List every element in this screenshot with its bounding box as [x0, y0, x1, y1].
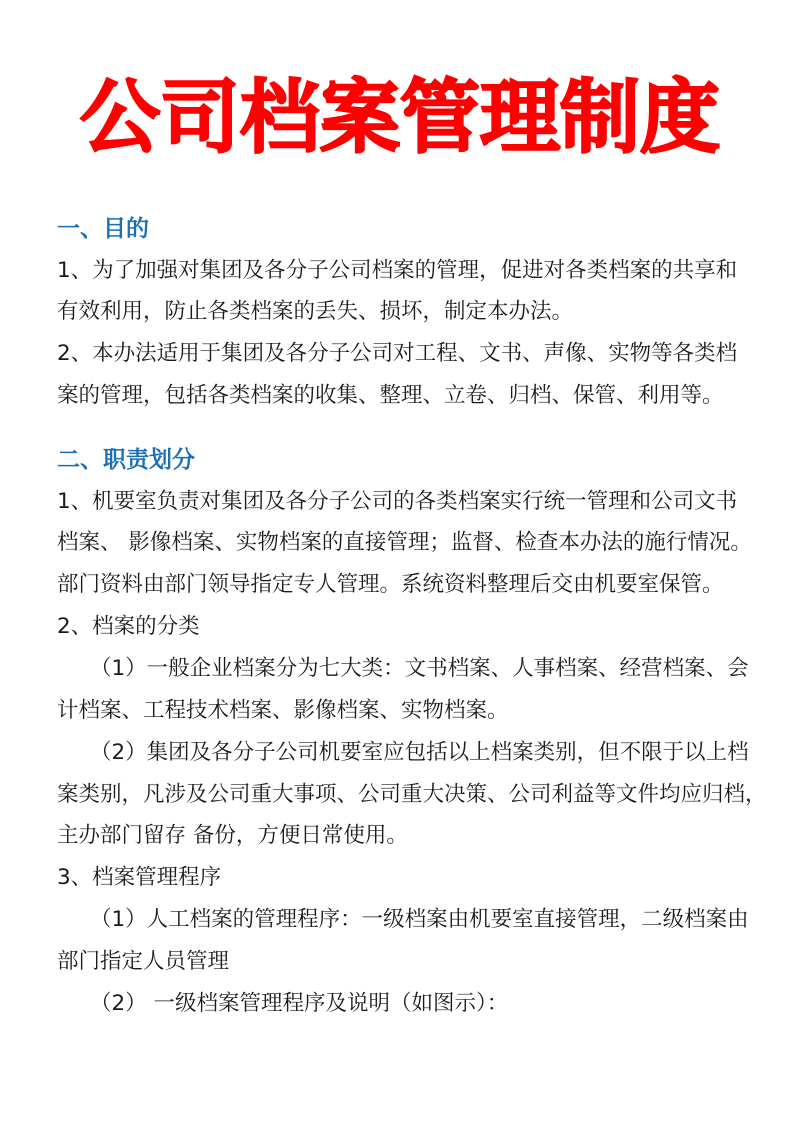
paragraph-line: （2）集团及各分子公司机要室应包括以上档案类别，但不限于以上档	[90, 740, 749, 765]
paragraph-line: 有效利用，防止各类档案的丢失、损坏，制定本办法。	[57, 299, 574, 324]
document-title: 公司档案管理制度	[80, 71, 720, 164]
paragraph-line: 部门指定人员管理	[57, 949, 230, 974]
paragraph-line: （1）一般企业档案分为七大类：文书档案、人事档案、经营档案、会	[90, 656, 749, 681]
paragraph-line: 档案、 影像档案、实物档案的直接管理；监督、检查本办法的施行情况。	[57, 530, 752, 555]
paragraph-line: （1）人工档案的管理程序：一级档案由机要室直接管理，二级档案由	[90, 907, 749, 932]
paragraph-line: （2） 一级档案管理程序及说明（如图示）：	[90, 991, 509, 1016]
paragraph-line: 1、为了加强对集团及各分子公司档案的管理，促进对各类档案的共享和	[57, 258, 738, 283]
paragraph-line: 案的管理，包括各类档案的收集、整理、立卷、归档、保管、利用等。	[57, 383, 724, 408]
paragraph-line: 2、本办法适用于集团及各分子公司对工程、文书、声像、实物等各类档	[57, 341, 738, 366]
section-heading-purpose: 一、目的	[57, 216, 149, 242]
subsection-title-classification: 2、档案的分类	[57, 614, 200, 639]
paragraph-line: 案类别，凡涉及公司重大事项、公司重大决策、公司利益等文件均应归档，	[57, 782, 767, 807]
paragraph-line: 部门资料由部门领导指定专人管理。系统资料整理后交由机要室保管。	[57, 572, 724, 597]
subsection-title-procedure: 3、档案管理程序	[57, 865, 222, 890]
paragraph-line: 计档案、工程技术档案、影像档案、实物档案。	[57, 698, 509, 723]
paragraph-line: 1、机要室负责对集团及各分子公司的各类档案实行统一管理和公司文书	[57, 489, 738, 514]
section-heading-responsibilities: 二、职责划分	[57, 447, 195, 473]
paragraph-line: 主办部门留存 备份，方便日常使用。	[57, 823, 408, 848]
